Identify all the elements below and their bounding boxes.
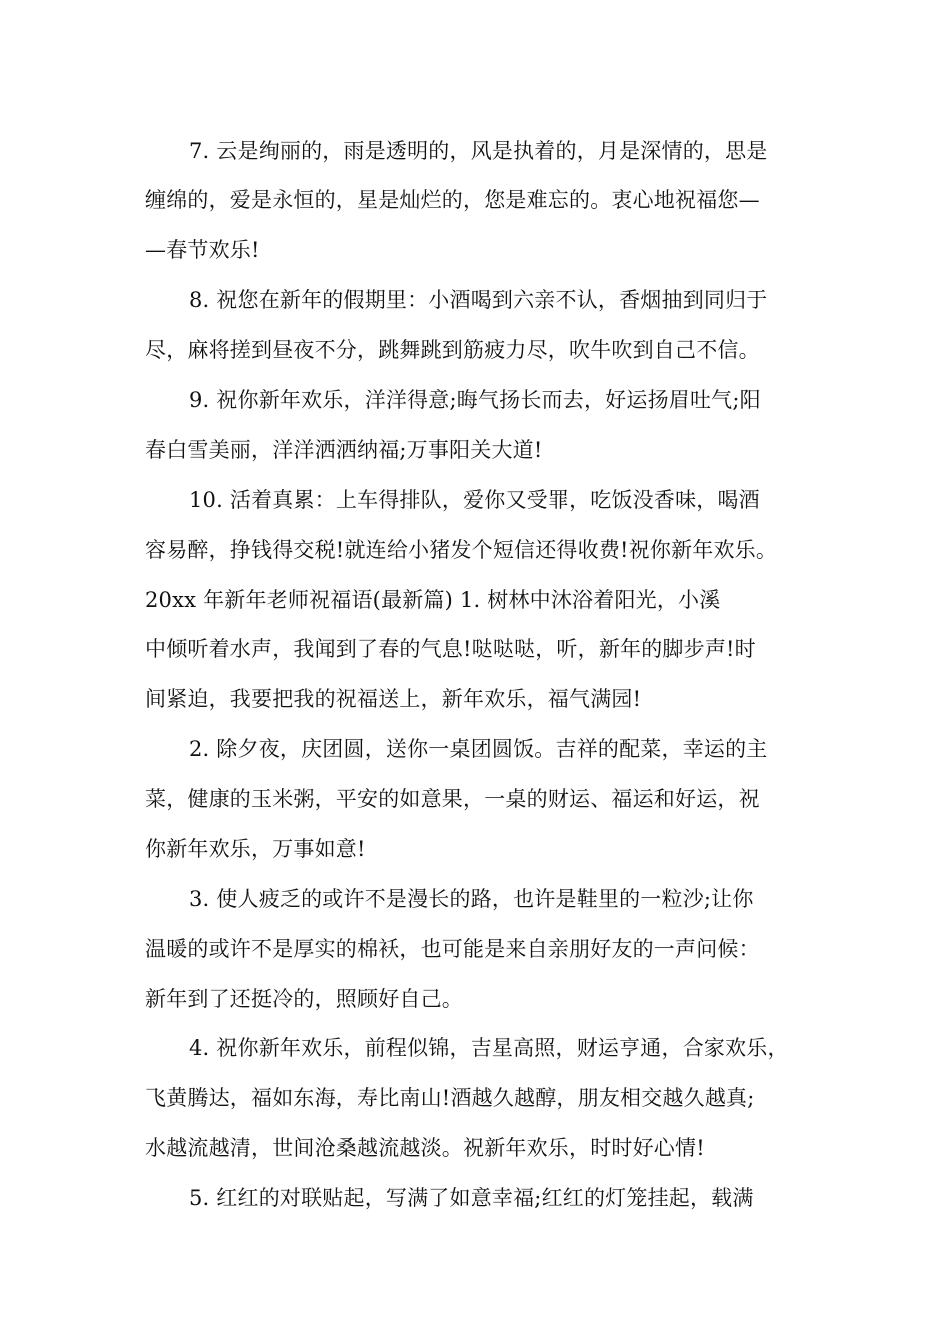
- text-line: 菜，健康的玉米粥，平安的如意果，一桌的财运、福运和好运，祝: [145, 787, 760, 811]
- text-line: 你新年欢乐，万事如意!: [145, 837, 366, 861]
- text-line: 容易醉，挣钱得交税!就连给小猪发个短信还得收费!祝你新年欢乐。: [145, 538, 778, 562]
- text-line: 新年到了还挺冷的，照顾好自己。: [145, 987, 463, 1011]
- text-line: 9. 祝你新年欢乐，洋洋得意;晦气扬长而去，好运扬眉吐气;阳: [189, 388, 761, 412]
- text-line: 20xx 年新年老师祝福语(最新篇) 1. 树林中沐浴着阳光，小溪: [145, 588, 721, 612]
- text-line: —春节欢乐!: [145, 238, 260, 262]
- text-line: 尽，麻将搓到昼夜不分，跳舞跳到筋疲力尽，吹牛吹到自己不信。: [145, 338, 760, 362]
- text-line: 缠绵的，爱是永恒的，星是灿烂的，您是难忘的。衷心地祝福您—: [145, 188, 760, 212]
- text-line: 2. 除夕夜，庆团圆，送你一桌团圆饭。吉祥的配菜，幸运的主: [189, 737, 768, 761]
- text-line: 5. 红红的对联贴起，写满了如意幸福;红红的灯笼挂起，载满: [189, 1186, 754, 1210]
- text-line: 4. 祝你新年欢乐，前程似锦，吉星高照，财运亨通，合家欢乐，: [189, 1036, 789, 1060]
- text-line: 7. 云是绚丽的，雨是透明的，风是执着的，月是深情的，思是: [189, 139, 768, 163]
- text-line: 水越流越清，世间沧桑越流越淡。祝新年欢乐，时时好心情!: [145, 1136, 705, 1160]
- text-line: 飞黄腾达，福如东海，寿比南山!酒越久越醇，朋友相交越久越真;: [145, 1086, 755, 1110]
- text-line: 春白雪美丽，洋洋洒洒纳福;万事阳关大道!: [145, 438, 543, 462]
- text-line: 8. 祝您在新年的假期里：小酒喝到六亲不认，香烟抽到同归于: [189, 288, 768, 312]
- text-line: 中倾听着水声，我闻到了春的气息!哒哒哒，听，新年的脚步声!时: [145, 637, 756, 661]
- text-line: 10. 活着真累：上车得排队，爱你又受罪，吃饭没香味，喝酒: [189, 488, 760, 512]
- text-line: 3. 使人疲乏的或许不是漫长的路，也许是鞋里的一粒沙;让你: [189, 887, 754, 911]
- text-line: 温暖的或许不是厚实的棉袄，也可能是来自亲朋好友的一声问候：: [145, 937, 760, 961]
- text-line: 间紧迫，我要把我的祝福送上，新年欢乐，福气满园!: [145, 687, 642, 711]
